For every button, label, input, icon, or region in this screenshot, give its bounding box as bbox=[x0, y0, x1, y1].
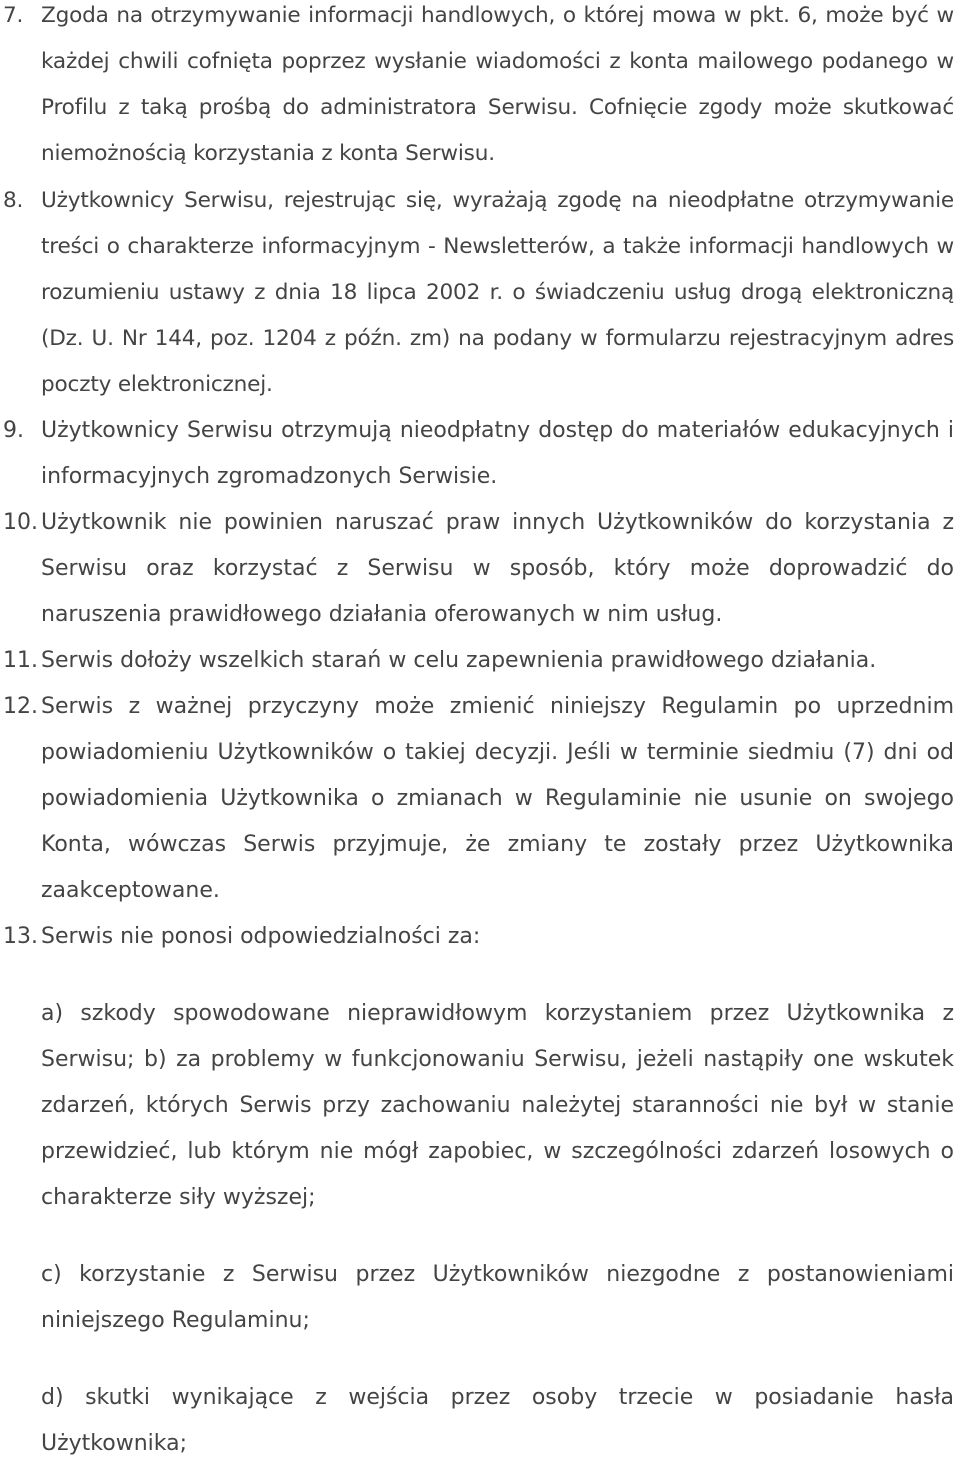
item-number: 12. bbox=[3, 694, 38, 719]
item-text: Serwis z ważnej przyczyny może zmienić niniejszy Regulamin po uprzednim powiadomieniu Użytkowników o takiej decyzji. Jeśli w terminie siedmiu (7) dni od powiadomienia Użytkownika o zmianach w Regulaminie nie usunie on swojego Konta, wówczas Serwis przyjmuje, że zmiany te zostały przez Użytkownika zaakceptowane. bbox=[41, 694, 954, 903]
item-text: Użytkownicy Serwisu otrzymują nieodpłatny dostęp do materiałów edukacyjnych i informacyjnych zgromadzonych Serwisie. bbox=[41, 418, 954, 489]
item-number: 9. bbox=[3, 418, 24, 443]
item-number: 11. bbox=[3, 648, 38, 673]
item-text: Użytkownik nie powinien naruszać praw innych Użytkowników do korzystania z Serwisu oraz korzystać z Serwisu w sposób, który może doprowadzić do naruszenia prawidłowego działania oferowanych w nim usług. bbox=[41, 510, 954, 627]
sub-item-c: c) korzystanie z Serwisu przez Użytkowników niezgodne z postanowieniami niniejszego Regulaminu; bbox=[41, 1262, 954, 1333]
item-text: Zgoda na otrzymywanie informacji handlowych, o której mowa w pkt. 6, może być w każdej chwili cofnięta poprzez wysłanie wiadomości z konta mailowego podanego w Profilu z taką prośbą do administratora Serwisu. Cofnięcie zgody może skutkować niemożnością korzystania z konta Serwisu. bbox=[41, 3, 954, 166]
item-number: 10. bbox=[3, 510, 38, 535]
item-text: Użytkownicy Serwisu, rejestrując się, wyrażają zgodę na nieodpłatne otrzymywanie treści o charakterze informacyjnym - Newsletterów, a także informacji handlowych w rozumieniu ustawy z dnia 18 lipca 2002 r. o świadczeniu usług drogą elektroniczną (Dz. U. Nr 144, poz. 1204 z późn. zm) na podany w formularzu rejestracyjnym adres poczty elektronicznej. bbox=[41, 188, 954, 397]
item-number: 13. bbox=[3, 924, 38, 949]
item-text: Serwis dołoży wszelkich starań w celu zapewnienia prawidłowego działania. bbox=[41, 648, 877, 673]
sub-item-a-b: a) szkody spowodowane nieprawidłowym korzystaniem przez Użytkownika z Serwisu; b) za problemy w funkcjonowaniu Serwisu, jeżeli nastąpiły one wskutek zdarzeń, których Serwis przy zachowaniu należytej staranności nie był w stanie przewidzieć, lub którym nie mógł zapobiec, w szczególności zdarzeń losowych o charakterze siły wyższej; bbox=[41, 1001, 954, 1210]
item-text: Serwis nie ponosi odpowiedzialności za: bbox=[41, 924, 481, 949]
sub-item-d: d) skutki wynikające z wejścia przez osoby trzecie w posiadanie hasła Użytkownika; bbox=[41, 1385, 954, 1456]
item-number: 8. bbox=[3, 188, 24, 213]
item-number: 7. bbox=[3, 3, 24, 28]
